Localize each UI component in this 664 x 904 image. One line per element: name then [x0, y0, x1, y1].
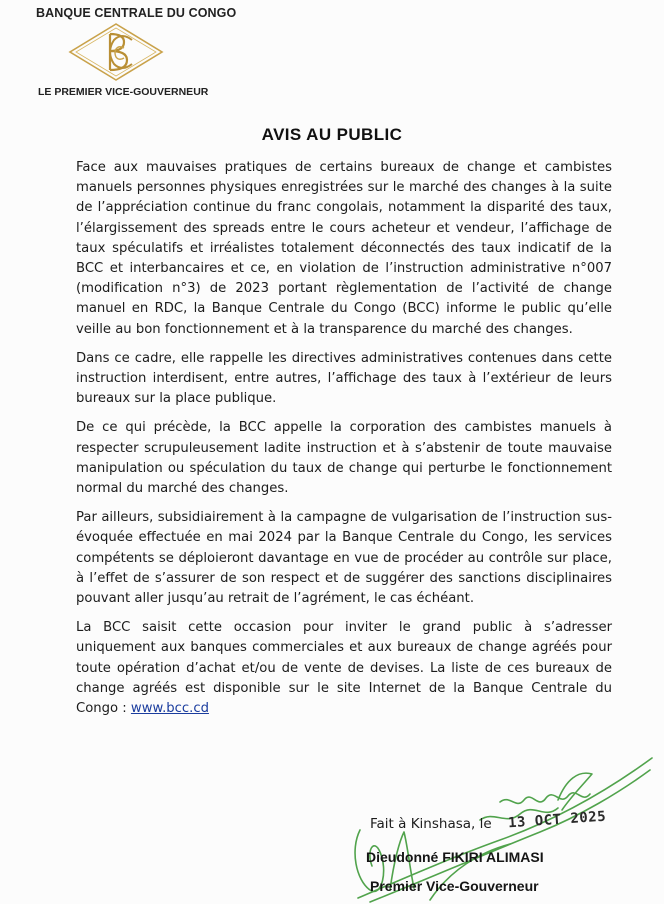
notice-paragraph-text: La BCC saisit cette occasion pour inviter le grand public à s’adresser uniquement aux banques commerciales et aux bureaux de change agréés pour toute opération d’achat et/ou de vente de devises. La liste de ces bureaux de change agréés est disponible sur le site Internet de la Banque Centrale du Congo : — [76, 620, 612, 717]
notice-paragraph-last — [76, 618, 612, 719]
place-and-date-line: Fait à Kinshasa, le — [370, 816, 492, 832]
issuing-office: LE PREMIER VICE-GOUVERNEUR — [38, 86, 209, 98]
bcc-monogram-logo-icon — [66, 22, 166, 82]
notice-paragraph: Face aux mauvaises pratiques de certains bureaux de change et cambistes manuels personnes physiques enregistrées sur le marché des changes à la suite de l’appréciation continue du franc congolais, notamment la disparité des taux, l’élargissement des spreads entre le cours acheteur et vendeur, l’affichage de taux spéculatifs et irréalistes totalement déconnectés des taux indicatif de la BCC et interbancaires et ce, en violation de l’instruction administrative n°007 (modification n°3) de 2023 portant règlementation de l’activité de change manuel en RDC, la Banque Centrale du Congo (BCC) informe le public qu’elle veille au bon fonctionnement et à la transparence du marché des changes. — [76, 160, 612, 337]
notice-paragraph: Dans ce cadre, elle rappelle les directives administratives contenues dans cette instruction interdisent, entre autres, l’affichage des taux à l’extérieur de leurs bureaux sur la place publique. — [76, 350, 612, 407]
notice-body — [76, 158, 612, 728]
signer-title: Premier Vice-Gouverneur — [370, 878, 539, 894]
notice-paragraph: De ce qui précède, la BCC appelle la corporation des cambistes manuels à respecter scrupuleusement ladite instruction et à s’abstenir de toute mauvaise manipulation ou spéculation du taux de change qui perturbe le fonctionnement normal du marché des changes. — [76, 420, 612, 497]
signer-name: Dieudonné FIKIRI ALIMASI — [366, 849, 544, 865]
bank-name: BANQUE CENTRALE DU CONGO — [36, 6, 237, 20]
handwritten-signature-icon — [330, 740, 660, 904]
notice-paragraph: Par ailleurs, subsidiairement à la campagne de vulgarisation de l’instruction sus-évoquée effectuée en mai 2024 par la Banque Centrale du Congo, les services compétents se déploieront davantage en vue de procéder au contrôle sur place, à l’effet de s’assurer de son respect et de suggérer des sanctions disciplinaires pouvant aller jusqu’au retrait de l’agrément, le cas échéant. — [76, 510, 612, 607]
date-stamp: 13 OCT 2025 — [507, 808, 607, 832]
notice-title: AVIS AU PUBLIC — [261, 125, 403, 144]
website-link[interactable]: www.bcc.cd — [130, 701, 209, 717]
